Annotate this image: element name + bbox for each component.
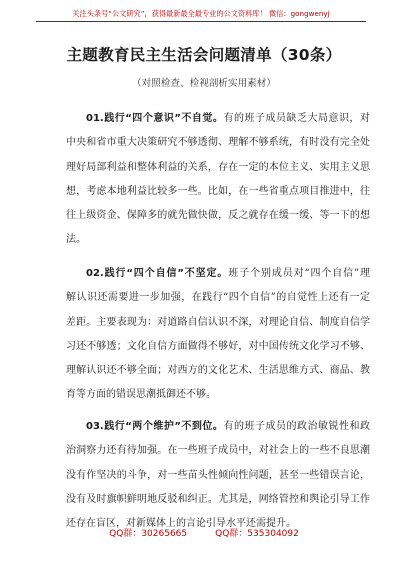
page-subtitle: （对照检查、检视剖析实用素材） <box>132 78 276 89</box>
qq-group-1: QQ群：30265665 <box>109 529 188 539</box>
paragraph-line: 差距。主要表现为：对道路自信认识不深，对理论自信、制度自信学 <box>66 316 370 328</box>
section-01 <box>66 107 370 253</box>
paragraph-line: 03.践行“两个维护”不到位。有的班子成员的政治敏锐性和政 <box>86 421 370 432</box>
paragraph-line: 育等方面的错误思潮抵御还不够。 <box>66 389 216 401</box>
paragraph-line: 往上级资金、保障多的就先做快做，反之就存在缓一缓、等一下的想 <box>66 210 370 222</box>
footer-contacts <box>0 527 408 541</box>
paragraph-line: 01.践行“四个意识”不自觉。有的班子成员缺乏大局意识，对 <box>86 113 370 124</box>
section-heading: 02.践行“四个自信”不坚定。 <box>86 268 229 279</box>
section-03 <box>66 415 370 536</box>
paragraph-line: 中央和省市重大决策研究不够透彻、理解不够系统，有时没有完全处 <box>66 137 370 149</box>
section-heading: 01.践行“四个意识”不自觉。 <box>86 113 224 124</box>
promo-banner: 关注头条号“公文研究”，获得最新最全最专业的公文资料库！ 微信：gongwenyj <box>36 7 366 22</box>
page-title: 主题教育民主生活会问题清单（30条） <box>66 46 342 64</box>
paragraph-line: 没有及时旗帜鲜明地反驳和纠正。尤其是，网络管控和舆论引导工作 <box>66 493 370 505</box>
paragraph-line: 解认识还需要进一步加强，在践行“四个自信”的自觉性上还有一定 <box>66 292 370 304</box>
paragraph-line: 理好局部利益和整体利益的关系，存在一定的本位主义、实用主义思 <box>66 161 370 173</box>
section-02 <box>66 262 370 408</box>
paragraph-line: 还存在盲区，对新媒体上的言论引导水平还需提升。 <box>66 518 296 530</box>
paragraph-line: 法。 <box>66 234 86 246</box>
paragraph-line: 02.践行“四个自信”不坚定。班子个别成员对“四个自信”理 <box>86 268 370 279</box>
paragraph-line: 治洞察力还有待加强。在一些班子成员中，对社会上的一些不良思潮 <box>66 445 370 457</box>
paragraph-line: 理解认识还不够全面；对西方的文化艺术、生活思维方式、商品、教 <box>66 365 370 377</box>
paragraph-line: 没有作坚决的斗争，对一些苗头性倾向性问题，甚至一些错误言论， <box>66 469 370 481</box>
qq-group-2: QQ群：535304092 <box>215 529 299 539</box>
section-heading: 03.践行“两个维护”不到位。 <box>86 421 224 432</box>
paragraph-line: 习还不够透；文化自信方面做得不够好，对中国传统文化学习不够、 <box>66 340 370 352</box>
paragraph-line: 想，考虑本地利益比较多一些。比如，在一些省重点项目推进中，往 <box>66 185 370 197</box>
